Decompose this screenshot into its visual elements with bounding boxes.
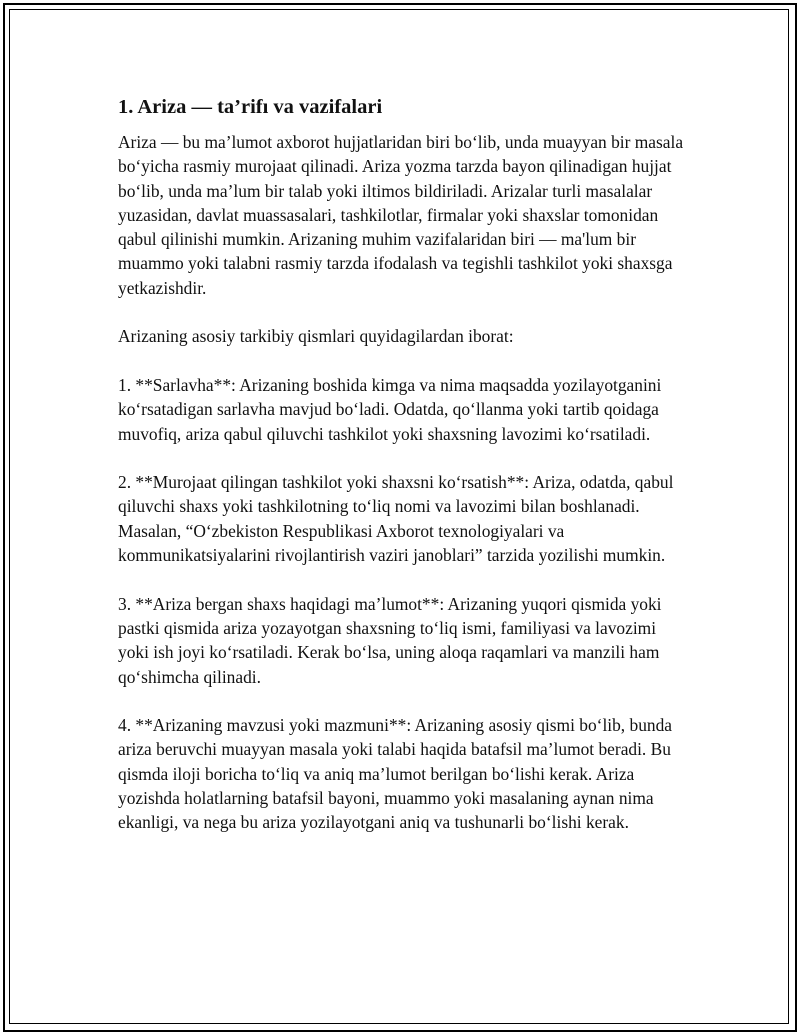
paragraph-definition: Ariza — bu ma’lumot axborot hujjatlaridan biri bo‘lib, unda muayyan bir masala bo‘yicha rasmiy murojaat qilinadi. Ariza yozma tarzda bayon qilinadigan hujjat bo‘lib, unda ma’lum bir talab yoki iltimos bildiriladi. Arizalar turli masalalar yuzasidan, davlat muassasalari, tashkilotlar, firmalar yoki shaxslar tomonidan qabul qilinishi mumkin. Arizaning muhim vazifalaridan biri — ma'lum bir muammo yoki talabni rasmiy tarzda ifodalash va tegishli tashkilot yoki shaxsga yetkazishdir.: [118, 132, 684, 298]
list-item-title: 1. **Sarlavha**: Arizaning boshida kimga va nima maqsadda yozilayotganini ko‘rsatadigan sarlavha mavjud bo‘ladi. Odatda, qo‘llanma yoki tartib qoidaga muvofiq, ariza qabul qiluvchi tashkilot yoki shaxsning lavozimi ko‘rsatiladi.: [118, 374, 662, 444]
document-body: [118, 93, 688, 835]
list-item-applicant-info: 3. **Ariza bergan shaxs haqidagi ma’lumot**: Arizaning yuqori qismida yoki pastki qismida ariza yozayotgan shaxsning to‘liq ismi, familiyasi va lavozimi yoki ish joyi ko‘rsatiladi. Kerak bo‘lsa, uning aloqa raqamlari va manzili ham qo‘shimcha qilinadi.: [118, 593, 662, 687]
paragraph-components-intro: Arizaning asosiy tarkibiy qismlari quyidagilardan iborat:: [118, 326, 514, 347]
section-heading: 1. Ariza — ta’rifı va vazifalari: [118, 96, 383, 118]
list-item-subject: 4. **Arizaning mavzusi yoki mazmuni**: Arizaning asosiy qismi bo‘lib, bunda ariza beruvchi muayyan masala yoki talabi haqida batafsil ma’lumot beradi. Bu qismda iloji boricha to‘liq va aniq ma’lumot berilgan bo‘lishi kerak. Ariza yozishda holatlarning batafsil bayoni, muammo yoki masalaning aynan nima ekanligi, va nega bu ariza yozilayotgani aniq va tushunarli bo‘lishi kerak.: [118, 715, 673, 833]
list-item-addressee: 2. **Murojaat qilingan tashkilot yoki shaxsni ko‘rsatish**: Ariza, odatda, qabul qiluvchi shaxs yoki tashkilotning to‘liq nomi va lavozimi bilan boshlanadi. Masalan, “O‘zbekiston Respublikasi Axborot texnologiyalari va kommunikatsiyalarini rivojlantirish vaziri janoblari” tarzida yozilishi mumkin.: [118, 472, 674, 566]
